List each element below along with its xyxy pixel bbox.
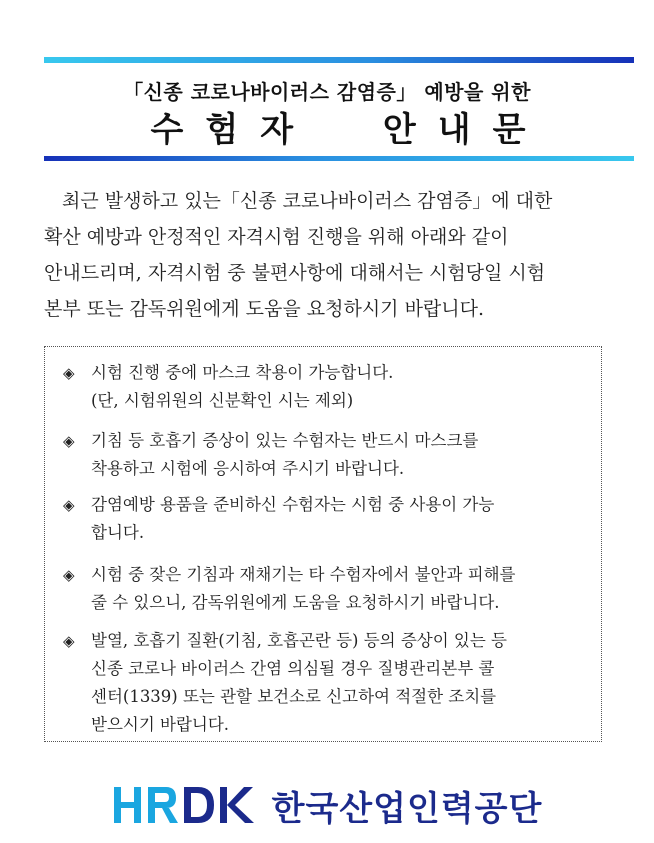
notice-line: (단, 시험위원의 신분확인 시는 제외) (91, 391, 354, 410)
notice-item (63, 627, 585, 739)
notice-line: 시험 진행 중에 마스크 착용이 가능합니다. (91, 363, 394, 382)
document-title: 수험자 안내문 (150, 110, 548, 150)
diamond-bullet-icon: ◈ (63, 566, 75, 584)
title-divider-bar (44, 156, 634, 161)
document-subtitle: 「신종 코로나바이러스 감염증」 예방을 위한 (123, 80, 531, 104)
diamond-bullet-icon: ◈ (63, 432, 75, 450)
notice-line: 착용하고 시험에 응시하여 주시기 바랍니다. (91, 459, 405, 478)
intro-line: 확산 예방과 안정적인 자격시험 진행을 위해 아래와 같이 (44, 226, 509, 248)
notice-item (63, 427, 585, 483)
top-divider-bar (44, 57, 634, 63)
notice-item (63, 561, 585, 617)
notice-item (63, 491, 585, 547)
notice-line: 기침 등 호흡기 증상이 있는 수험자는 반드시 마스크를 (91, 431, 479, 450)
notice-line: 줄 수 있으니, 감독위원에게 도움을 요청하시기 바랍니다. (91, 593, 500, 612)
diamond-bullet-icon: ◈ (63, 632, 75, 650)
notice-line: 신종 코로나 바이러스 간염 의심될 경우 질병관리본부 콜 (91, 659, 495, 678)
notice-line: 발열, 호흡기 질환(기침, 호흡곤란 등) 등의 증상이 있는 등 (91, 631, 507, 650)
diamond-bullet-icon: ◈ (63, 364, 75, 382)
diamond-bullet-icon: ◈ (63, 496, 75, 514)
notice-line: 합니다. (91, 523, 145, 542)
intro-line: 안내드리며, 자격시험 중 불편사항에 대해서는 시험당일 시험 (44, 262, 546, 284)
hrdk-logo-mark-icon (112, 783, 262, 827)
notice-line: 받으시기 바랍니다. (91, 715, 230, 734)
notice-line: 감염예방 용품을 준비하신 수험자는 시험 중 사용이 가능 (91, 495, 495, 514)
intro-line: 최근 발생하고 있는「신종 코로나바이러스 감염증」에 대한 (62, 190, 553, 212)
notice-line: 시험 중 잦은 기침과 재채기는 타 수험자에서 불안과 피해를 (91, 565, 516, 584)
notice-line: 센터(1339) 또는 관할 보건소로 신고하여 적절한 조치를 (91, 687, 497, 706)
organization-name: 한국산업인력공단 (271, 788, 543, 829)
intro-line: 본부 또는 감독위원에게 도움을 요청하시기 바랍니다. (44, 298, 485, 320)
notice-item (63, 359, 585, 415)
hrdk-logo (0, 780, 654, 830)
notice-box (44, 346, 602, 742)
intro-paragraph (44, 183, 634, 327)
